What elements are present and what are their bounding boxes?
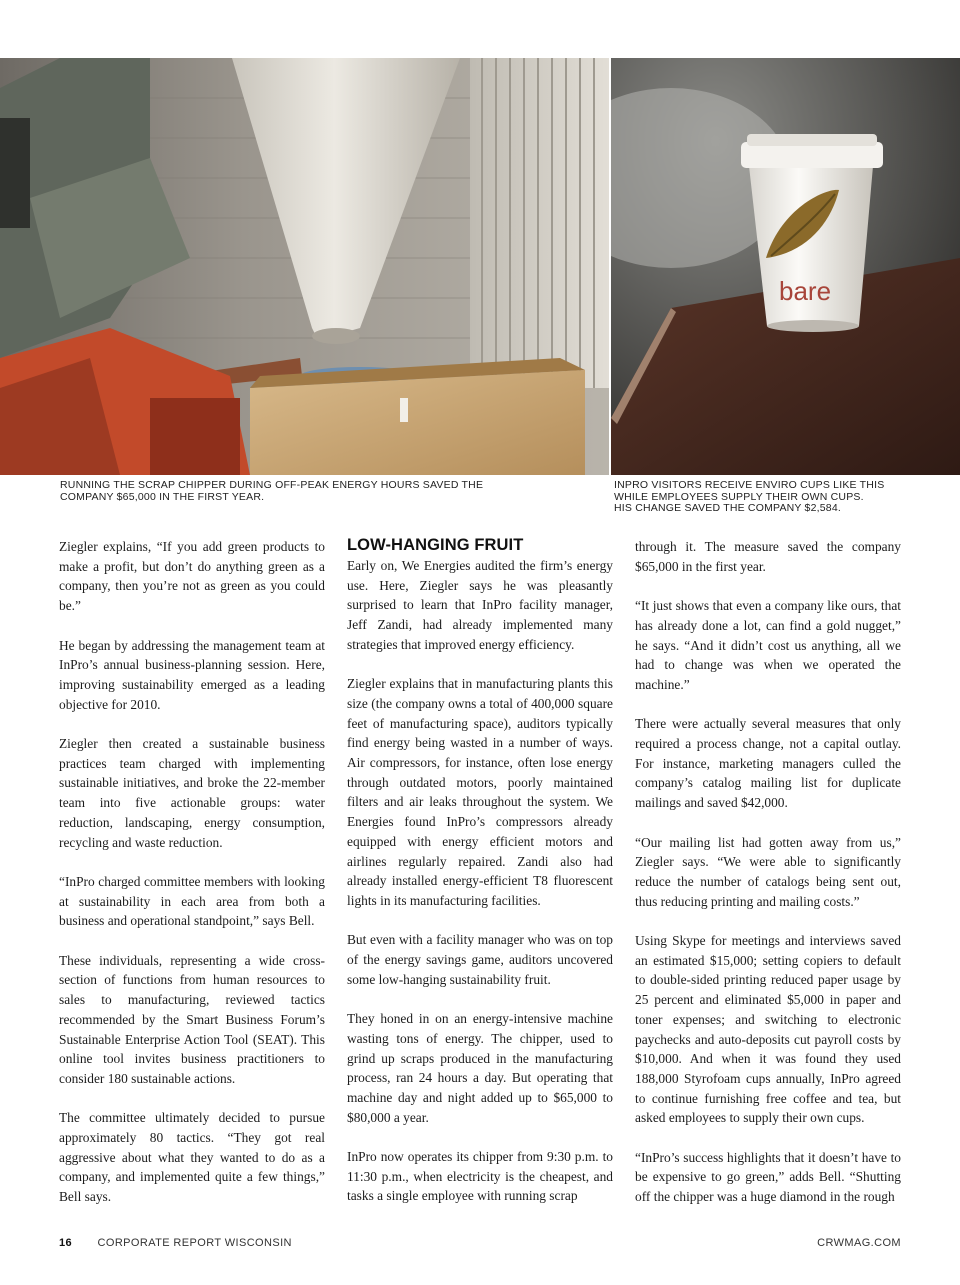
paragraph: These individuals, representing a wide cross-section of functions from human resources to sales to manufacturing, reviewed tactics recommended by the Smart Business Forum’s Sustainable Enterprise Action Tool (SEAT). This online tool invites business practitioners to consider 180 sustainable actions. [59,952,325,1086]
paragraph: The committee ultimately decided to pursue approximately 80 tactics. “They got real aggressive about what they wanted to do as a company, and implemented quite a few things,” Bell says. [59,1110,325,1205]
caption-line: COMPANY $65,000 IN THE FIRST YEAR. [60,490,265,503]
paragraph: Ziegler then created a sustainable business practices team charged with implementing sustainable initiatives, and broke the 22-member team into five actionable groups: water reduction, landscaping, energy consumption, recycling and waste reduction. [59,736,325,850]
paragraph: There were actually several measures that only required a process change, not a capital outlay. For instance, marketing managers culled the company’s catalog mailing list for duplicate mailings and saved $42,000. [635,716,901,811]
cup-illustration [611,58,960,475]
caption-chipper [60,480,530,503]
caption-cup [614,480,914,515]
page-number: 16 [59,1237,73,1249]
website-url: CRWMAG.COM [817,1237,901,1249]
chipper-illustration [0,58,609,475]
paragraph: Ziegler explains that in manufacturing plants this size (the company owns a total of 400,000 square feet of manufacturing space), auditors typically find energy being wasted in a number of ways. Air compressors, for instance, often lose energy through outdated motors, poorly maintained filters and air leaks throughout the system. We Energies found InPro’s compressors already equipped with energy efficient motors and airlines regularly repaired. Zandi also had already installed energy-efficient T8 fluorescent lights in its manufacturing facilities. [347,676,613,908]
paragraph: “InPro charged committee members with looking at sustainability in each area from both a business and operational standpoint,” says Bell. [59,873,325,929]
article-column-2 [347,537,613,1206]
paragraph: “InPro’s success highlights that it doesn’t have to be expensive to go green,” adds Bell. “Shutting off the chipper was a huge diamond in the rough [635,1149,901,1205]
caption-line: HIS CHANGE SAVED THE COMPANY $2,584. [614,502,841,514]
page-footer [59,1237,901,1251]
paragraph: through it. The measure saved the company $65,000 in the first year. [635,539,901,574]
paragraph: Ziegler explains, “If you add green products to make a profit, but don’t do anything green as a company, then you’re not as green as you could be.” [59,539,325,614]
paragraph: But even with a facility manager who was on top of the energy savings game, auditors uncovered some low-hanging sustainability fruit. [347,932,613,987]
article-column-3 [635,537,901,1207]
paragraph: He began by addressing the management team at InPro’s annual business-planning session. Here, improving sustainability emerged as a leading objective for 2010. [59,637,325,712]
caption-line: INPRO VISITORS RECEIVE ENVIRO CUPS LIKE THIS [614,479,885,491]
paragraph: Early on, We Energies audited the firm’s energy use. Here, Ziegler says he was pleasantly surprised to learn that InPro facility manager, Jeff Zandi, had already implemented many strategies that improved energy efficiency. [347,558,613,652]
paragraph: “Our mailing list had gotten away from us,” Ziegler says. “We were able to significantly reduce the number of catalogs being sent out, thus reducing printing and mailing costs.” [635,834,901,909]
paragraph: “It just shows that even a company like ours, that has already done a lot, can find a gold nugget,” he says. “And it didn’t cost us anything, all we had to change was when we operated the machine.” [635,598,901,692]
cup-brand-logo: bare [779,276,832,306]
caption-line: WHILE EMPLOYEES SUPPLY THEIR OWN CUPS. [614,490,864,503]
paragraph: Using Skype for meetings and interviews saved an estimated $15,000; setting copiers to default to double-sided printing reduced paper usage by 25 percent and eliminated $5,000 in paper and toner expenses; and switching to electronic paychecks and auto-deposits cut payroll costs by $10,000. And when it was found they used 188,000 Styrofoam cups annually, InPro agreed to continue furnishing free coffee and tea, but asked employees to supply their own cups. [635,933,901,1126]
chipper-photo [0,58,609,475]
article-column-1 [59,537,325,1207]
section-heading: LOW-HANGING FRUIT [347,536,524,554]
paragraph: They honed in on an energy-intensive machine wasting tons of energy. The chipper, used to grind up scraps produced in the manufacturing process, ran 24 hours a day. But operating that machine day and night added up to $65,000 to $80,000 a year. [347,1011,613,1125]
publication-name: CORPORATE REPORT WISCONSIN [97,1237,292,1249]
paragraph: InPro now operates its chipper from 9:30 p.m. to 11:30 p.m., when electricity is the cheapest, and tasks a single employee with running scrap [347,1149,613,1204]
caption-line: RUNNING THE SCRAP CHIPPER DURING OFF-PEAK ENERGY HOURS SAVED THE [60,479,484,491]
cup-photo [611,58,960,475]
